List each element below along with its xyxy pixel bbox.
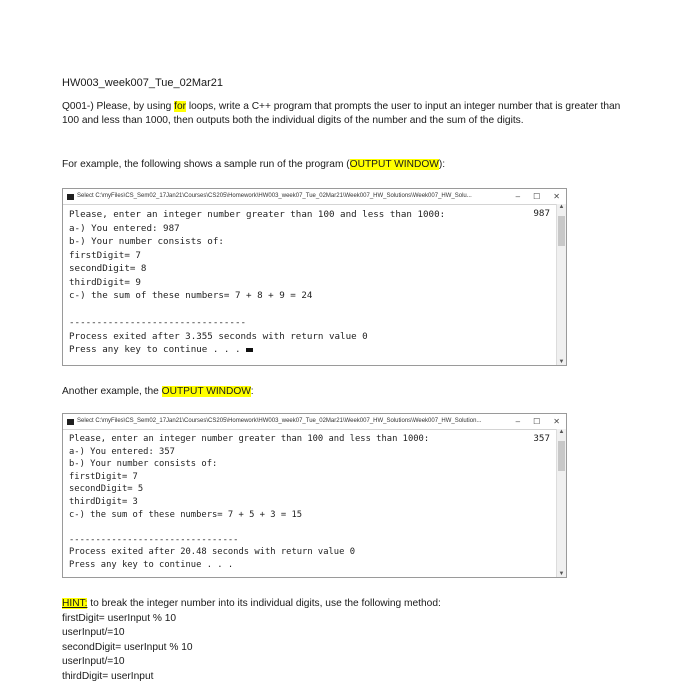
console-line: firstDigit= 7 <box>69 249 141 261</box>
hint-label: HINT: <box>62 598 88 609</box>
window-controls-2 <box>503 414 560 429</box>
console-input-echo-2: 357 <box>533 433 550 444</box>
console-title-1: Select C:\myFiles\CS_Sem02_17Jan21\Courses\CS205\Homework\HW003_week07_Tue_02Mar21\Week007_HW_Solutions\Week007_HW_Solu... <box>77 193 472 199</box>
hint-text: to break the integer number into its individual digits, use the following method: <box>87 598 441 609</box>
console-app-icon <box>67 194 74 200</box>
example1-intro <box>62 159 445 170</box>
console-line: Process exited after 3.355 seconds with return value 0 <box>69 330 368 342</box>
console-line: thirdDigit= 9 <box>69 276 141 288</box>
console-titlebar-2 <box>63 414 566 430</box>
example1-intro-end: ): <box>438 159 446 170</box>
console-line: a-) You entered: 357 <box>69 446 175 457</box>
console-title-2: Select C:\myFiles\CS_Sem02_17Jan21\Courses\CS205\Homework\HW003_week07_Tue_02Mar21\Week007_HW_Solutions\Week007_HW_Solution... <box>77 418 482 424</box>
scroll-thumb[interactable] <box>558 216 565 246</box>
console-line: Process exited after 20.48 seconds with return value 0 <box>69 547 355 558</box>
console-output-2 <box>63 430 566 572</box>
hint-code-line: userInput/=10 <box>62 656 125 668</box>
hint-code-line: firstDigit= userInput % 10 <box>62 612 177 624</box>
for-keyword-highlight: for <box>174 101 187 112</box>
console-line <box>69 303 566 317</box>
question-text <box>62 100 622 128</box>
console-line: secondDigit= 5 <box>69 484 144 495</box>
document-title: HW003_week007_Tue_02Mar21 <box>62 77 224 89</box>
console-input-echo-1: 987 <box>533 208 550 219</box>
console-line: Press any key to continue . . . <box>69 559 234 570</box>
console-window-1 <box>62 188 567 366</box>
console-line: b-) Your number consists of: <box>69 236 224 247</box>
console-line: -------------------------------- <box>69 317 247 328</box>
example2-intro <box>62 386 254 397</box>
maximize-icon[interactable]: ☐ <box>533 417 541 426</box>
minimize-icon[interactable]: – <box>515 192 521 201</box>
scroll-down-icon[interactable]: ▼ <box>558 359 565 365</box>
scroll-up-icon[interactable]: ▲ <box>558 204 565 210</box>
console-line: c-) the sum of these numbers= 7 + 5 + 3 = 15 <box>69 509 303 520</box>
scroll-thumb[interactable] <box>558 441 565 471</box>
console-scrollbar-2[interactable] <box>556 429 566 577</box>
hint-code-line: userInput/=10 <box>62 627 125 639</box>
console-window-2 <box>62 413 567 578</box>
close-icon[interactable]: ✕ <box>553 192 560 201</box>
maximize-icon[interactable]: ☐ <box>533 192 541 201</box>
cursor-icon <box>246 348 253 352</box>
console-scrollbar-1[interactable] <box>556 204 566 365</box>
hint-section <box>62 597 441 685</box>
console-titlebar-1 <box>63 189 566 205</box>
console-line: b-) Your number consists of: <box>69 459 218 470</box>
question-part1: Q001-) Please, by using <box>62 101 175 112</box>
console-line: firstDigit= 7 <box>69 471 138 482</box>
console-line: secondDigit= 8 <box>69 263 147 274</box>
hint-code-line: secondDigit= userInput % 10 <box>62 641 193 653</box>
console-line: c-) the sum of these numbers= 7 + 8 + 9 = 24 <box>69 290 313 301</box>
hint-code-line: thirdDigit= userInput <box>62 670 154 682</box>
console-line: thirdDigit= 3 <box>69 496 138 507</box>
output-window-highlight-2: OUTPUT WINDOW <box>161 386 251 397</box>
console-line: a-) You entered: 987 <box>69 222 180 234</box>
scroll-up-icon[interactable]: ▲ <box>558 429 565 435</box>
window-controls-1 <box>503 189 560 204</box>
console-line: Please, enter an integer number greater than 100 and less than 1000: <box>69 434 430 444</box>
console-prompt-text: Press any key to continue . . . <box>69 344 241 355</box>
close-icon[interactable]: ✕ <box>553 417 560 426</box>
hint-heading <box>62 597 441 612</box>
scroll-down-icon[interactable]: ▼ <box>558 571 565 577</box>
console-line <box>69 343 566 357</box>
console-line: -------------------------------- <box>69 534 239 545</box>
minimize-icon[interactable]: – <box>515 417 521 426</box>
console-output-1 <box>63 205 566 357</box>
example2-intro-text: Another example, the <box>62 386 162 397</box>
console-line <box>69 521 566 534</box>
output-window-highlight-1: OUTPUT WINDOW <box>349 159 439 170</box>
example1-intro-text: For example, the following shows a sample run of the program ( <box>62 159 350 170</box>
question-part2: loops, write a C++ program that prompts the user to input an integer number that is greater than 100 and less than 1000, then outputs both the individual digits of the number and the sum of the digits. <box>62 101 621 126</box>
console-line: Please, enter an integer number greater than 100 and less than 1000: <box>69 209 446 220</box>
console-app-icon <box>67 419 74 425</box>
example2-intro-end: : <box>250 386 254 397</box>
